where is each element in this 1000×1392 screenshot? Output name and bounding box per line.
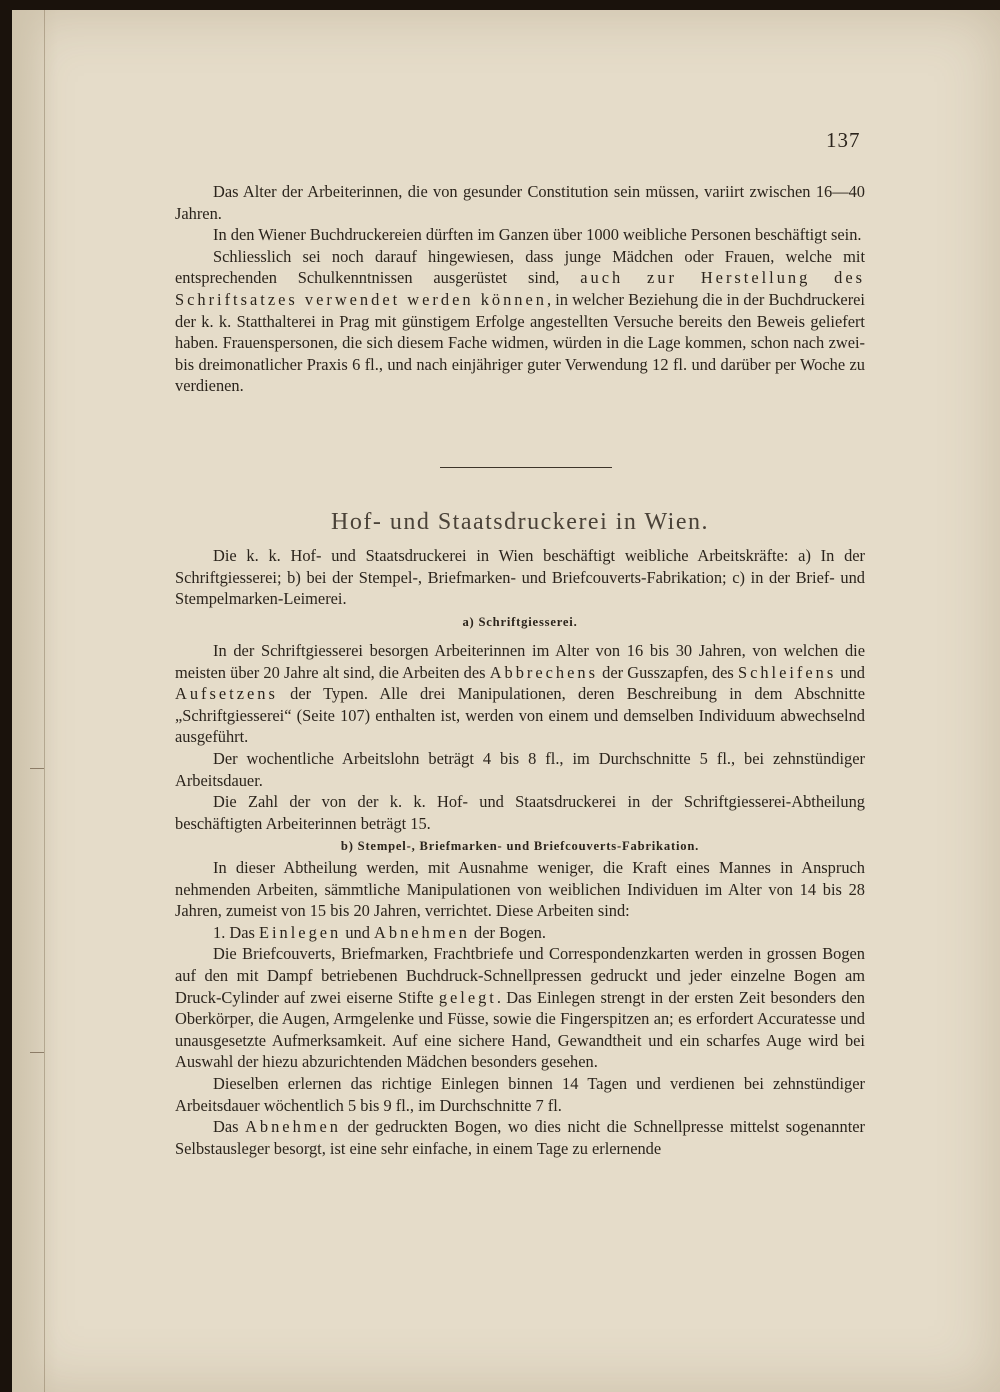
page-fold [44, 10, 45, 1392]
paragraph: In der Schriftgiesserei besorgen Arbeiterinnen im Alter von 16 bis 30 Jahren, von welchen die meisten über 20 Jahre alt sind, die Arbeiten des Abbrechens der Gusszapfen, des Schleifens und Aufsetzens der Typen. Alle drei Manipulationen, deren Beschreibung in dem Abschnitte „Schriftgiesserei“ (Seite 107) enthalten ist, werden von einem und demselben Individuum abwechselnd ausgeführt. [175, 641, 866, 747]
page-number: 137 [826, 128, 861, 152]
section-intro-block [175, 545, 865, 634]
list-item: 1. Das Einlegen und Abnehmen der Bogen. [213, 922, 546, 942]
paragraph: Das Alter der Arbeiterinnen, die von gesunder Constitution sein müssen, variirt zwischen 16—40 Jahren. [175, 182, 865, 223]
paragraph: In den Wiener Buchdruckereien dürften im Ganzen über 1000 weibliche Personen beschäftigt sein. [213, 225, 862, 245]
spaced-emphasis: Aufsetzens [175, 684, 278, 704]
spaced-emphasis: Abnehmen [374, 922, 470, 942]
paragraph: Das Abnehmen der gedruckten Bogen, wo dies nicht die Schnellpresse mittelst sogenannter Selbstausleger besorgt, ist eine sehr einfache, in einem Tage zu erlernende [175, 1117, 865, 1158]
spaced-emphasis: Abnehmen [245, 1117, 341, 1137]
spaced-emphasis: Schleifens [737, 662, 837, 682]
paragraph: Die Briefcouverts, Briefmarken, Frachtbriefe und Correspondenzkarten werden in grossen Bogen auf den mit Dampf betriebenen Buchdruck-Schnellpressen gedruckt und jeder einzelne Bogen am Druck-Cylinder auf zwei eiserne Stifte gelegt. Das Einlegen strengt in der ersten Zeit besonders den Oberkörper, die Augen, Armgelenke und Füsse, sowie die Fingerspitzen an; es erfordert Accuratesse und unausgesetzte Aufmerksamkeit. Auf eine sichere Hand, Gewandtheit und ein scharfes Auge wird bei Auswahl der hiezu abzurichtenden Mädchen besonders gesehen. [175, 944, 865, 1072]
subsection-title: b) Stempel-, Briefmarken- und Briefcouverts-Fabrikation. [340, 839, 700, 853]
spaced-emphasis: Abbrechens [489, 662, 598, 682]
spaced-emphasis: gelegt [438, 987, 497, 1007]
section-divider [440, 467, 612, 468]
subsection-a-block [175, 640, 865, 834]
spaced-emphasis: Einlegen [258, 922, 342, 942]
section-heading: Hof- und Staatsdruckerei in Wien. [331, 509, 709, 535]
paragraph: In dieser Abtheilung werden, mit Ausnahme weniger, die Kraft eines Mannes in Anspruch nehmenden Arbeiten, sämmtliche Manipulationen von weiblichen Individuen im Alter von 14 bis 28 Jahren, zumeist von 15 bis 20 Jahren, verrichtet. Diese Arbeiten sind: [175, 858, 865, 921]
paragraph: Die Zahl der von der k. k. Hof- und Staatsdruckerei in der Schriftgiesserei-Abtheilung beschäftigten Arbeiterinnen beträgt 15. [175, 792, 865, 833]
intro-text-block [175, 181, 865, 397]
paragraph: Der wochentliche Arbeitslohn beträgt 4 bis 8 fl., im Durchschnitte 5 fl., bei zehnstündiger Arbeitsdauer. [175, 748, 865, 790]
margin-mark [30, 768, 44, 769]
subsection-title: a) Schriftgiesserei. [462, 614, 578, 629]
paragraph: Dieselben erlernen das richtige Einlegen binnen 14 Tagen und verdienen bei zehnstündiger Arbeitsdauer wöchentlich 5 bis 9 fl., im Durchschnitte 7 fl. [175, 1073, 865, 1115]
subsection-b-block [175, 839, 865, 1159]
paragraph: Schliesslich sei noch darauf hingewiesen, dass junge Mädchen oder Frauen, welche mit entsprechenden Schulkenntnissen ausgerüstet sind, auch zur Herstellung des Schriftsatzes verwendet werden können, in welcher Beziehung die in der Buchdruckerei der k. k. Statthalterei in Prag mit günstigem Erfolge angestellten Versuche bereits den Beweis geliefert haben. Frauenspersonen, die sich diesem Fache widmen, würden in die Lage kommen, schon nach zwei- bis dreimonatlicher Praxis 6 fl., und nach einjähriger guter Verwendung 12 fl. und darüber per Woche zu verdienen. [175, 246, 866, 396]
spaced-emphasis: auch zur Herstellung des Schriftsatzes verwendet werden können [175, 268, 866, 309]
paragraph: Die k. k. Hof- und Staatsdruckerei in Wien beschäftigt weibliche Arbeitskräfte: a) In der Schriftgiesserei; b) bei der Stempel-, Briefmarken- und Briefcouverts-Fabrikation; c) in der Brief- und Stempelmarken-Leimerei. [175, 546, 865, 609]
margin-mark [30, 1052, 44, 1053]
